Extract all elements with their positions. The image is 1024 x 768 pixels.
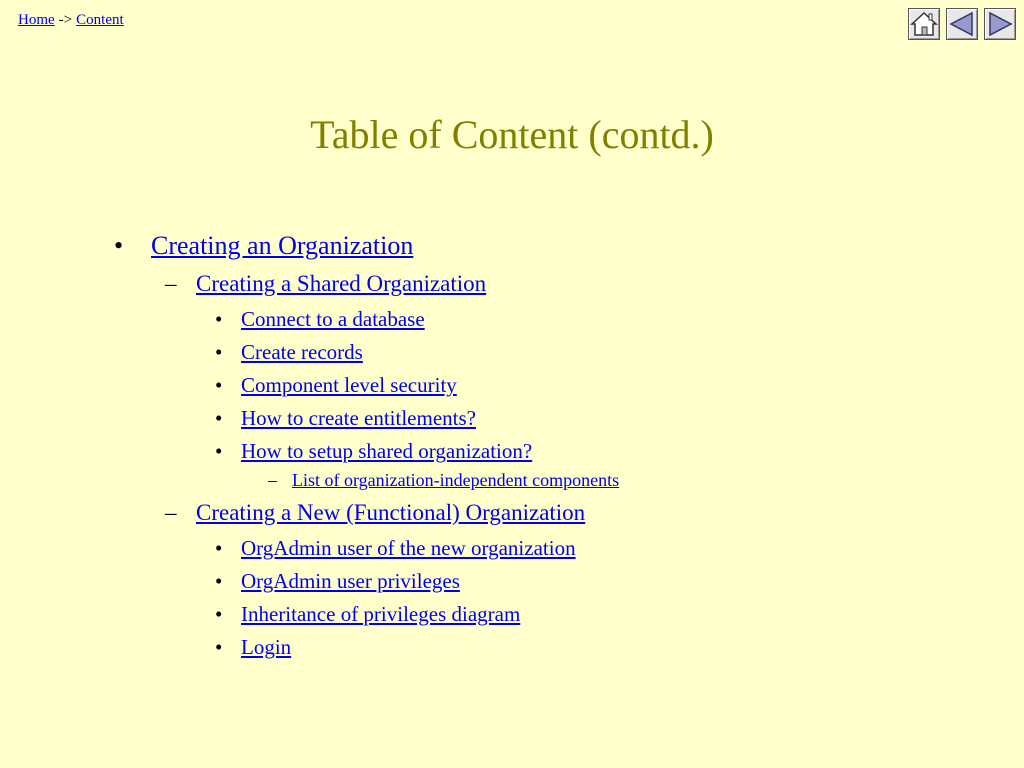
bullet-marker: • xyxy=(215,536,223,560)
breadcrumb-home-link[interactable]: Home xyxy=(18,12,55,28)
toc-item xyxy=(215,601,520,627)
toc-item xyxy=(215,438,532,464)
toc-link-orgadmin-user[interactable]: OrgAdmin user of the new organization xyxy=(241,536,576,560)
toc-link-login[interactable]: Login xyxy=(241,635,292,659)
bullet-marker: • xyxy=(215,307,223,331)
toc-link-functional-organization[interactable]: Creating a New (Functional) Organization xyxy=(196,500,586,525)
toc-link-create-entitlements[interactable]: How to create entitlements? xyxy=(241,406,476,430)
toc-link-creating-organization[interactable]: Creating an Organization xyxy=(151,231,414,260)
bullet-marker: • xyxy=(215,569,223,593)
breadcrumb-content-link[interactable]: Content xyxy=(76,12,124,28)
toc-item xyxy=(215,634,291,660)
toc-section xyxy=(114,231,413,261)
bullet-marker: • xyxy=(215,340,223,364)
bullet-marker: • xyxy=(215,406,223,430)
dash-marker: – xyxy=(165,500,177,525)
bullet-marker: • xyxy=(215,373,223,397)
toc-item xyxy=(215,405,476,431)
bullet-marker: • xyxy=(215,439,223,463)
dash-marker: – xyxy=(268,470,277,490)
toc-item xyxy=(215,339,363,365)
toc-link-orgadmin-privileges[interactable]: OrgAdmin user privileges xyxy=(241,569,460,593)
toc-link-shared-organization[interactable]: Creating a Shared Organization xyxy=(196,271,487,296)
toc-subsection xyxy=(165,499,585,527)
bullet-marker: • xyxy=(114,231,124,260)
toc-link-inheritance-diagram[interactable]: Inheritance of privileges diagram xyxy=(241,602,521,626)
toc-link-create-records[interactable]: Create records xyxy=(241,340,363,364)
dash-marker: – xyxy=(165,271,177,296)
page-title: Table of Content (contd.) xyxy=(310,112,714,157)
bullet-marker: • xyxy=(215,635,223,659)
bullet-marker: • xyxy=(215,602,223,626)
toc-link-setup-shared-organization[interactable]: How to setup shared organization? xyxy=(241,439,533,463)
toc-link-component-security[interactable]: Component level security xyxy=(241,373,457,397)
toc-subsection xyxy=(165,270,486,298)
toc-item xyxy=(215,568,460,594)
toc-item xyxy=(215,306,425,332)
toc-link-org-independent-components[interactable]: List of organization-independent components xyxy=(292,470,620,490)
toc-subitem xyxy=(268,469,619,491)
toc-item xyxy=(215,535,576,561)
toc-link-connect-database[interactable]: Connect to a database xyxy=(241,307,425,331)
breadcrumb-separator: -> xyxy=(58,12,73,28)
toc-item xyxy=(215,372,457,398)
